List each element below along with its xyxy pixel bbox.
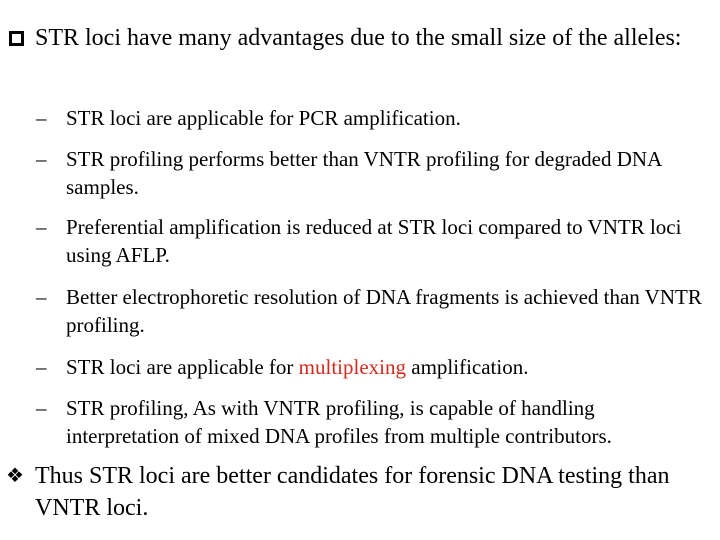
- bullet-main-text: STR loci have many advantages due to the small size of the alleles:: [35, 25, 682, 51]
- dash-icon: –: [36, 215, 47, 239]
- sub-bullet-text: Better electrophoretic resolution of DNA fragments is achieved than VNTR profiling.: [66, 285, 702, 337]
- bullet-conclusion-text: Thus STR loci are better candidates for forensic DNA testing than VNTR loci.: [35, 463, 670, 521]
- sub-bullet-pcr: [36, 104, 706, 132]
- sub-bullet-text: Preferential amplification is reduced at STR loci compared to VNTR loci using AFLP.: [66, 215, 682, 267]
- dash-icon: –: [36, 396, 47, 420]
- sub-bullet-resolution: [36, 283, 706, 339]
- hollow-square-bullet-icon: [6, 22, 32, 54]
- dash-icon: –: [36, 106, 47, 130]
- text-segment: STR loci are applicable for: [66, 355, 299, 379]
- sub-bullet-preferential: [36, 213, 706, 269]
- dash-icon: –: [36, 355, 47, 379]
- highlighted-term: multiplexing: [298, 355, 406, 379]
- sub-bullet-mixed-profiles: [36, 394, 706, 450]
- sub-bullet-multiplexing: [36, 353, 706, 381]
- dash-icon: –: [36, 285, 47, 309]
- bullet-main: [6, 22, 712, 54]
- sub-bullet-text: STR profiling, As with VNTR profiling, is capable of handling interpretation of mixed DNA profiles from multiple contributors.: [66, 396, 612, 448]
- sub-bullet-text: [66, 353, 706, 381]
- bullet-conclusion: [6, 460, 712, 524]
- text-segment: amplification.: [406, 355, 529, 379]
- sub-bullet-text: STR profiling performs better than VNTR profiling for degraded DNA samples.: [66, 147, 662, 199]
- dash-icon: –: [36, 147, 47, 171]
- diamond-bullet-icon: ❖: [6, 465, 24, 487]
- sub-bullet-degraded: [36, 145, 706, 201]
- sub-bullet-text: STR loci are applicable for PCR amplification.: [66, 106, 461, 130]
